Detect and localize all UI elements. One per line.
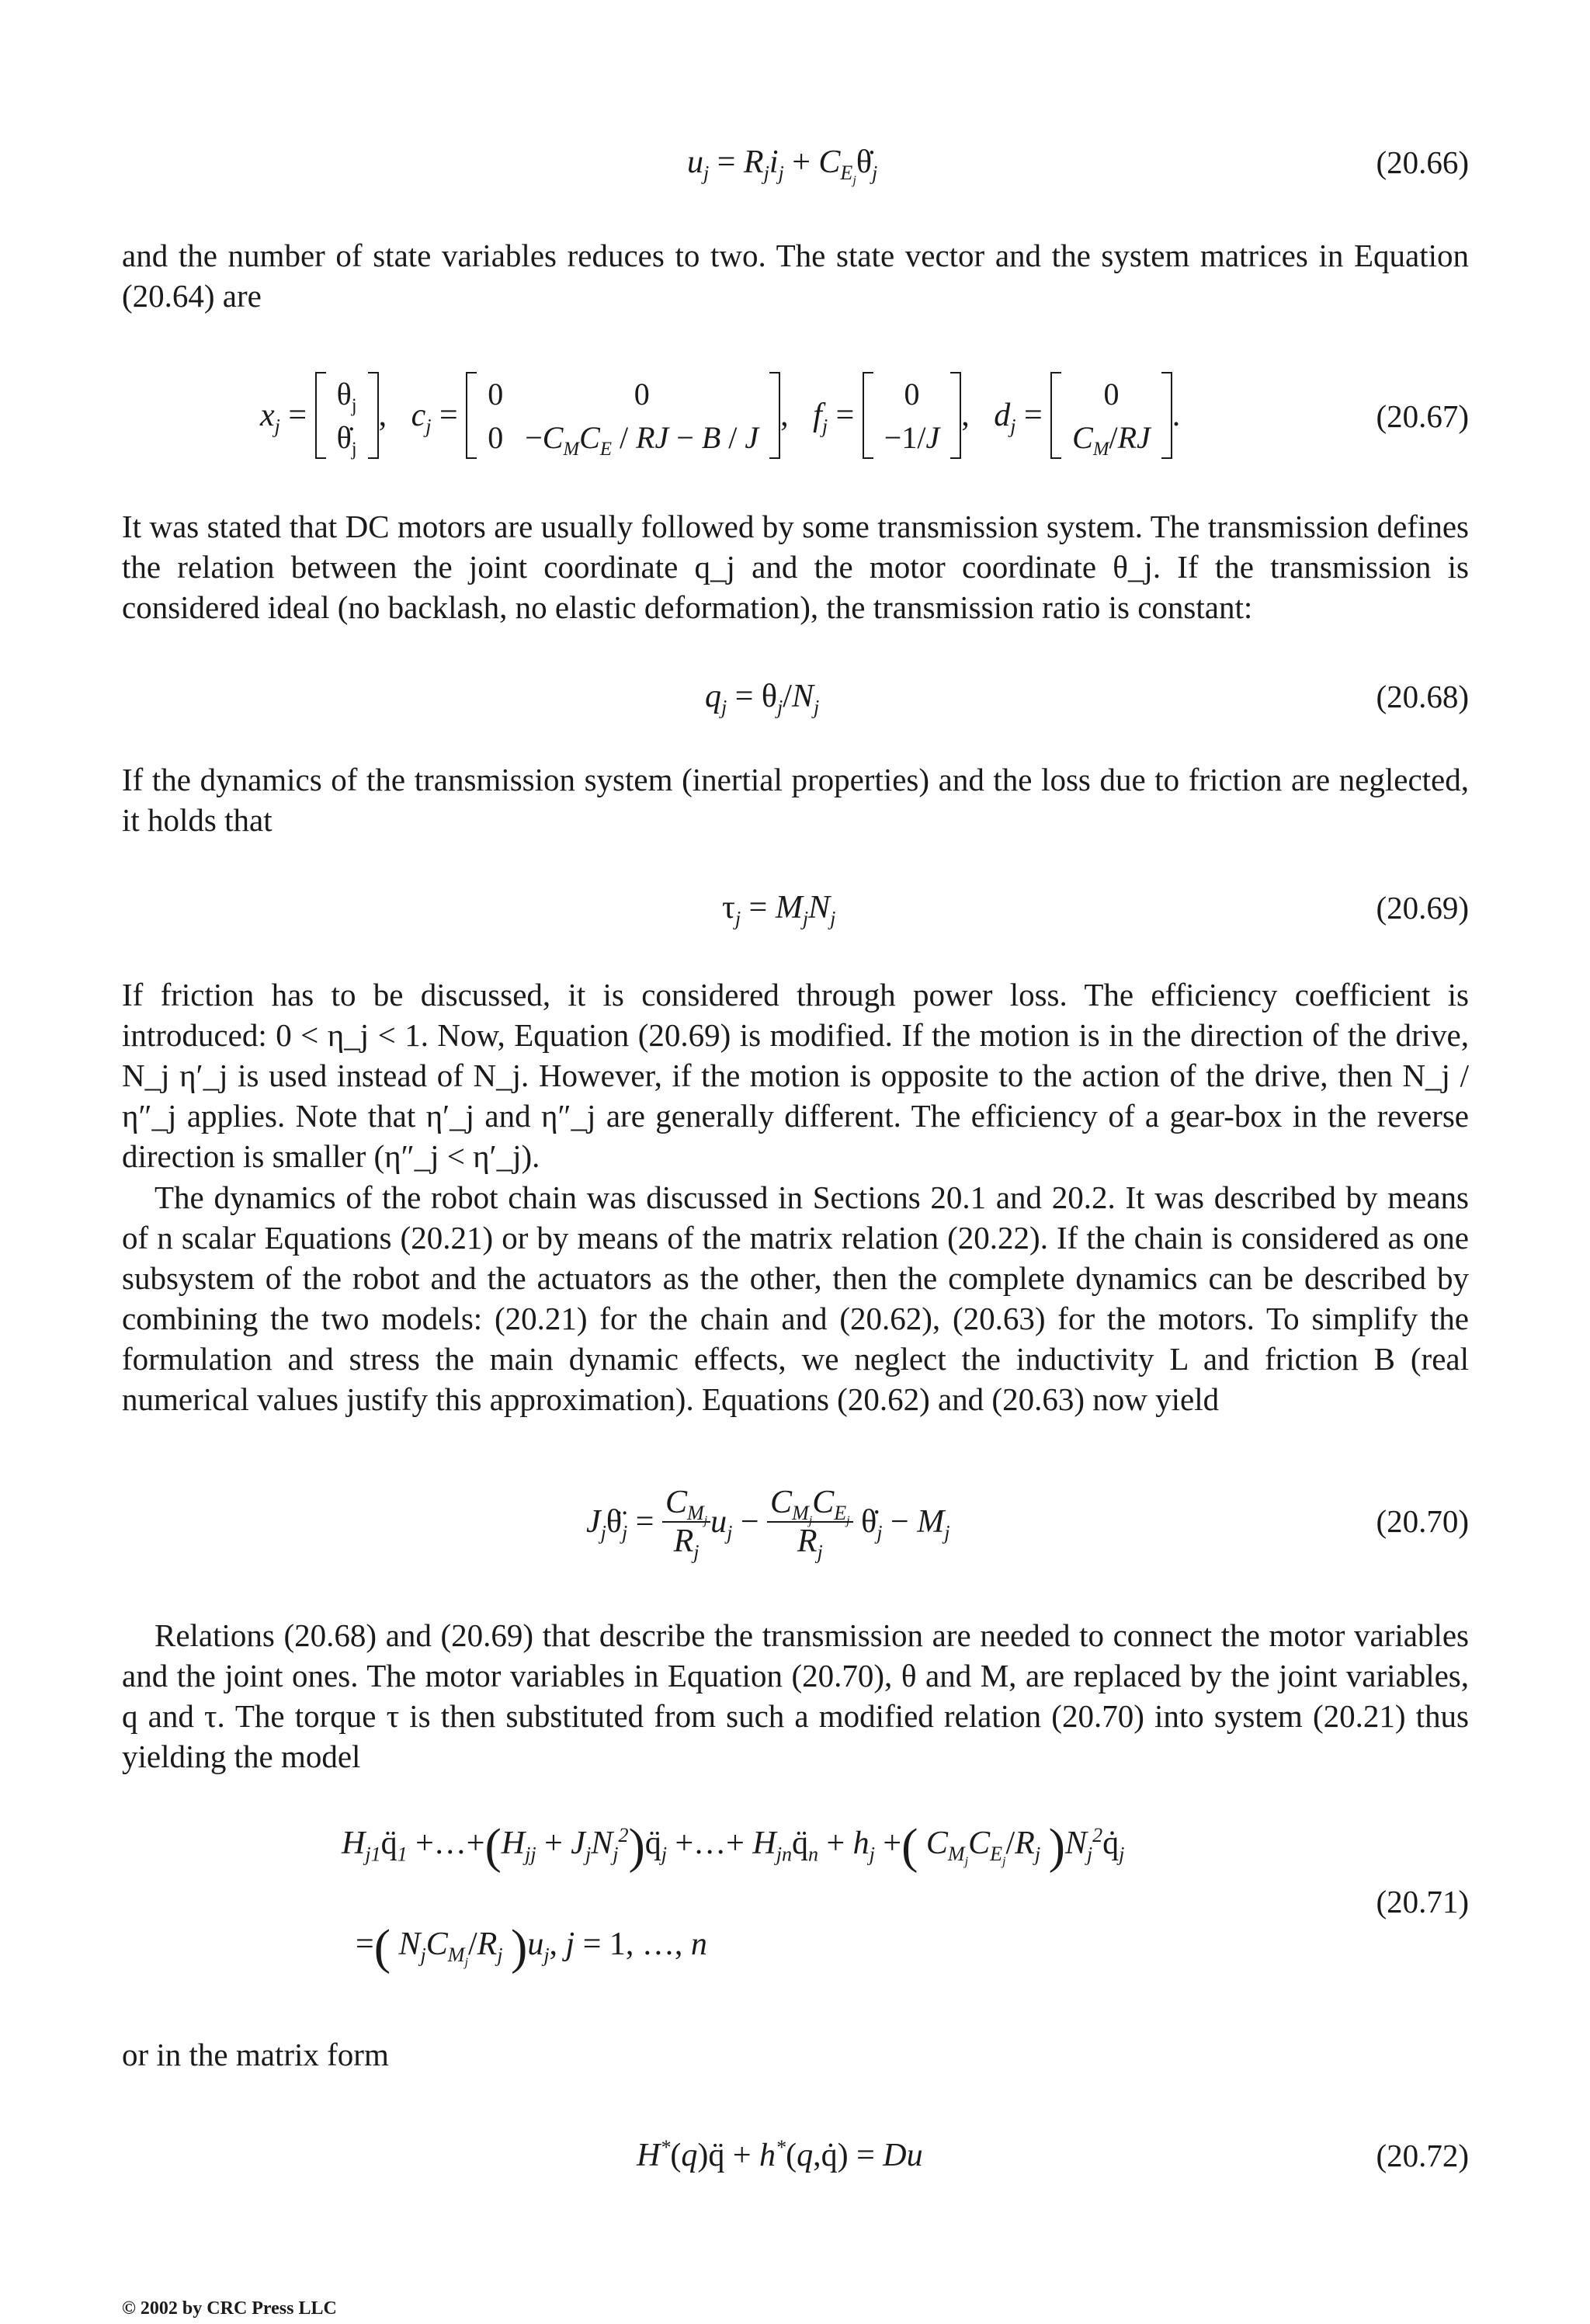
equation-number: (20.72) — [1376, 2138, 1469, 2173]
equation-number: (20.67) — [1376, 398, 1469, 434]
paragraph: or in the matrix form — [122, 2037, 389, 2072]
equation-body: H*(q)q̈ + h*(q,q̇) = Du — [637, 2136, 923, 2173]
equation-number: (20.71) — [1376, 1884, 1469, 1919]
paragraph: It was stated that DC motors are usually followed by some transmission system. The transmission defines the relation between the joint coordinate q_j and the motor coordinate θ_j. If the transmission is considered ideal (no backlash, no elastic deformation), the transmission ratio is constant: — [122, 509, 1469, 625]
equation-number: (20.70) — [1376, 1503, 1469, 1539]
paragraph: and the number of state variables reduces to two. The state vector and the system matrices in Equation (20.64) are — [122, 238, 1469, 314]
equation-number: (20.66) — [1376, 144, 1469, 180]
equation-body: $J_j\thetä_j$ = $\frac{C_{M_j}}{R_j}$ $u_j$ − $\frac{C_{M_j}C_{E_j}}{R_j}$ $\thetȧ_j - M_j$ — [586, 1484, 950, 1564]
equation-20-70 — [0, 1464, 1590, 1580]
paragraph: Relations (20.68) and (20.69) that describe the transmission are needed to connect the motor variables and the joint ones. The motor variables in Equation (20.70), θ and M, are replaced by the joint variables, q and τ. The torque τ is then substituted from such a modified relation (20.70) into system (20.21) thus yielding the model — [122, 1617, 1469, 1774]
equation-number: (20.69) — [1376, 890, 1469, 926]
paragraph: If friction has to be discussed, it is considered through power loss. The efficiency coefficient is introduced: 0 < η_j < 1. Now, Equation (20.69) is modified. If the motion is in the direction of the drive, N_j η′_j is used instead of N_j. However, if the motion is opposite to the action of the drive, then N_j / η″_j applies. Note that η′_j and η″_j are generally different. The efficiency of a gear-box in the reverse direction is smaller (η″_j < η′_j). — [122, 977, 1469, 1174]
copyright-footer: © 2002 by CRC Press LLC — [122, 2298, 337, 2319]
equation-20-71 — [0, 1818, 1590, 1980]
equation-body: $x_j$ = $\theta_j$ $\thetȧ_j$ , $c_j$ = 0 0 0 $-C_MC_E$ / RJ − B / J , $f_j$ = 0 −1/J , $d_j$ = 0 $C_M/RJ$ . — [260, 365, 1180, 466]
equation-body: $u_j = R_ji_j$ + $C_{E_j}\thetȧ_j$ — [687, 144, 878, 188]
equation-number: (20.68) — [1376, 679, 1469, 714]
paragraph: If the dynamics of the transmission system (inertial properties) and the loss due to friction are neglected, it holds that — [122, 762, 1469, 838]
equation-body-line-2: =( $N_jC_{M_j}/R_j$ )$u_j$, j = 1, …, n — [356, 1919, 707, 1975]
equation-20-67 — [0, 365, 1590, 466]
equation-body: $\tau_j = M_jN_j$ — [722, 890, 836, 930]
paragraph: The dynamics of the robot chain was discussed in Sections 20.1 and 20.2. It was described by means of n scalar Equations (20.21) or by means of the matrix relation (20.22). If the chain is considered as one subsystem of the robot and the actuators as the other, then the complete dynamics can be described by combining the two models: (20.21) for the chain and (20.62), (20.63) for the motors. To simplify the formulation and stress the main dynamic effects, we neglect the inductivity L and friction B (real numerical values justify this approximation). Equations (20.62) and (20.63) now yield — [122, 1179, 1469, 1417]
equation-body: $q_j = \theta_j/N_j$ — [705, 679, 820, 719]
equation-body: $H_{j1}q̈_1$ $+\dots+(H_{jj}$ + $J_jN_j^2)q̈_j$ +…+ $H_{jn}q̈_n + h_j$ +( $C_{M_j}C_{E_j}/R_j$ )$N_j^2q̇_j$ — [342, 1818, 1125, 1874]
